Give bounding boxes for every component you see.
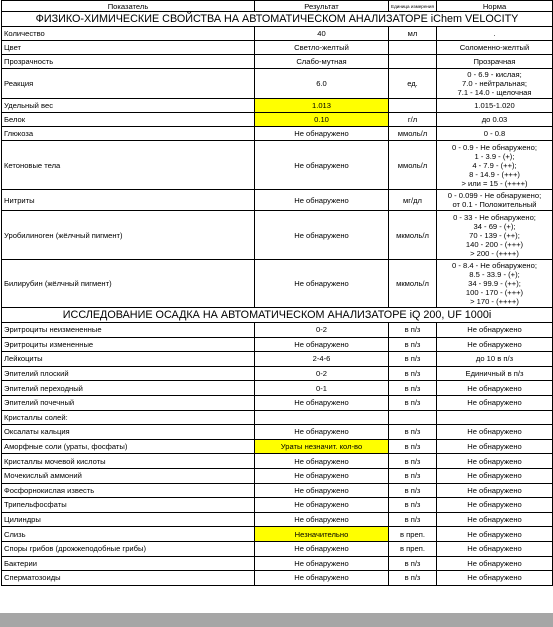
section-sediment-row — [2, 308, 553, 323]
unit-value: в п/з — [389, 323, 437, 338]
norm-value — [437, 69, 553, 99]
unit-value: мл — [389, 27, 437, 41]
norm-line: 7.0 - нейтральная; — [462, 79, 527, 88]
unit-value: мг/дл — [389, 190, 437, 211]
unit-value — [389, 41, 437, 55]
indicator-name: Прозрачность — [2, 55, 255, 69]
header-indicator: Показатель — [2, 1, 255, 12]
unit-value: мкмоль/л — [389, 211, 437, 260]
norm-value: Не обнаружено — [437, 454, 553, 469]
unit-value: в п/з — [389, 512, 437, 527]
norm-line: 0 - 6.9 - кислая; — [467, 70, 522, 79]
norm-line: 100 - 170 - (+++) — [465, 288, 524, 297]
unit-value: в преп. — [389, 541, 437, 556]
result-value — [255, 410, 389, 425]
indicator-name: Удельный вес — [2, 99, 255, 113]
table-row — [2, 381, 553, 396]
unit-value — [389, 99, 437, 113]
indicator-name: Уробилиноген (жёлчный пигмент) — [2, 211, 255, 260]
norm-value: Не обнаружено — [437, 439, 553, 454]
result-value: Не обнаружено — [255, 127, 389, 141]
header-result: Результат — [255, 1, 389, 12]
result-value: Не обнаружено — [255, 260, 389, 308]
result-value: 0.10 — [255, 113, 389, 127]
norm-value: Не обнаружено — [437, 425, 553, 440]
norm-value: Не обнаружено — [437, 512, 553, 527]
norm-line: 140 - 200 - (+++) — [465, 239, 524, 249]
result-value: Не обнаружено — [255, 556, 389, 571]
norm-value — [437, 410, 553, 425]
table-row — [2, 99, 553, 113]
indicator-name: Кетоновые тела — [2, 141, 255, 190]
norm-value: Не обнаружено — [437, 541, 553, 556]
unit-value: г/л — [389, 113, 437, 127]
analysis-table — [1, 0, 553, 586]
norm-line: 0 - 0.099 - Не обнаружено; — [447, 191, 542, 200]
table-row — [2, 571, 553, 586]
indicator-name: Реакция — [2, 69, 255, 99]
section-sediment-title: ИССЛЕДОВАНИЕ ОСАДКА НА АВТОМАТИЧЕСКОМ АНАЛИЗАТОРЕ iQ 200, UF 1000i — [2, 308, 553, 323]
table-row — [2, 410, 553, 425]
result-value: 0-2 — [255, 366, 389, 381]
report-sheet — [1, 0, 553, 586]
unit-value: в п/з — [389, 337, 437, 352]
indicator-name: Трипельфосфаты — [2, 498, 255, 513]
norm-value: 0 - 0.8 — [437, 127, 553, 141]
result-value: 1.013 — [255, 99, 389, 113]
result-value: Незначительно — [255, 527, 389, 542]
table-row — [2, 454, 553, 469]
table-row — [2, 113, 553, 127]
table-row — [2, 337, 553, 352]
norm-line: > 170 - (++++) — [470, 297, 519, 306]
norm-value — [437, 190, 553, 211]
table-row — [2, 468, 553, 483]
table-header-row — [2, 1, 553, 12]
indicator-name: Глюкоза — [2, 127, 255, 141]
indicator-name: Нитриты — [2, 190, 255, 211]
unit-value: в п/з — [389, 381, 437, 396]
norm-line: > 200 - (++++) — [470, 248, 519, 258]
result-value: 0-2 — [255, 323, 389, 338]
norm-line: 0 - 33 - Не обнаружено; — [453, 212, 536, 222]
section-physchem-title: ФИЗИКО-ХИМИЧЕСКИЕ СВОЙСТВА НА АВТОМАТИЧЕСКОМ АНАЛИЗАТОРЕ iChem VELOCITY — [2, 12, 553, 27]
indicator-name: Лейкоциты — [2, 352, 255, 367]
norm-value — [437, 260, 553, 308]
result-value: Не обнаружено — [255, 454, 389, 469]
table-row — [2, 127, 553, 141]
unit-value — [389, 410, 437, 425]
result-value: 40 — [255, 27, 389, 41]
table-row — [2, 556, 553, 571]
norm-value: Не обнаружено — [437, 571, 553, 586]
table-row — [2, 395, 553, 410]
result-value: Слабо-мутная — [255, 55, 389, 69]
unit-value: ммоль/л — [389, 141, 437, 190]
norm-line: 34 - 69 - (+); — [473, 221, 516, 231]
norm-line: > или = 15 - (++++) — [461, 178, 528, 188]
result-value: Ураты незначит. кол-во — [255, 439, 389, 454]
norm-line: 7.1 - 14.0 - щелочная — [457, 88, 532, 97]
result-value: Светло-желтый — [255, 41, 389, 55]
unit-value: ед. — [389, 69, 437, 99]
result-value: Не обнаружено — [255, 190, 389, 211]
indicator-name: Белок — [2, 113, 255, 127]
unit-value: в п/з — [389, 425, 437, 440]
indicator-name: Эритроциты неизмененные — [2, 323, 255, 338]
result-value: Не обнаружено — [255, 512, 389, 527]
section-physchem-row — [2, 12, 553, 27]
result-value: Не обнаружено — [255, 468, 389, 483]
indicator-name: Оксалаты кальция — [2, 425, 255, 440]
unit-value: в п/з — [389, 439, 437, 454]
unit-value: в п/з — [389, 571, 437, 586]
unit-value: в п/з — [389, 352, 437, 367]
indicator-name: Эритроциты измененные — [2, 337, 255, 352]
table-row — [2, 352, 553, 367]
norm-line: 70 - 139 - (++); — [469, 230, 520, 240]
norm-line: 0 - 8.4 - Не обнаружено; — [452, 261, 537, 270]
indicator-name: Билирубин (жёлчный пигмент) — [2, 260, 255, 308]
norm-value: Прозрачная — [437, 55, 553, 69]
table-row — [2, 439, 553, 454]
result-value: 2-4-6 — [255, 352, 389, 367]
unit-value: в п/з — [389, 483, 437, 498]
unit-value: в преп. — [389, 527, 437, 542]
result-value: Не обнаружено — [255, 141, 389, 190]
norm-line: 8.5 - 33.9 - (+); — [469, 270, 520, 279]
indicator-name: Мочекислый аммоний — [2, 468, 255, 483]
result-value: Не обнаружено — [255, 395, 389, 410]
indicator-name: Кристаллы солей: — [2, 410, 255, 425]
unit-value: в п/з — [389, 498, 437, 513]
norm-value: Не обнаружено — [437, 323, 553, 338]
table-row — [2, 527, 553, 542]
table-row — [2, 211, 553, 260]
indicator-name: Кристаллы мочевой кислоты — [2, 454, 255, 469]
unit-value: ммоль/л — [389, 127, 437, 141]
unit-value — [389, 55, 437, 69]
unit-value: в п/з — [389, 556, 437, 571]
norm-value — [437, 211, 553, 260]
table-row — [2, 69, 553, 99]
norm-value — [437, 141, 553, 190]
result-value: 0-1 — [255, 381, 389, 396]
result-value: Не обнаружено — [255, 425, 389, 440]
result-value: Не обнаружено — [255, 498, 389, 513]
table-row — [2, 498, 553, 513]
table-row — [2, 27, 553, 41]
indicator-name: Цилиндры — [2, 512, 255, 527]
norm-value: Не обнаружено — [437, 337, 553, 352]
table-row — [2, 190, 553, 211]
norm-line: 1 - 3.9 - (+); — [474, 151, 515, 161]
norm-line: 0 - 0.9 - Не обнаружено; — [452, 142, 537, 152]
norm-value: Не обнаружено — [437, 395, 553, 410]
table-row — [2, 260, 553, 308]
norm-value: Не обнаружено — [437, 381, 553, 396]
indicator-name: Эпителий переходный — [2, 381, 255, 396]
unit-value: в п/з — [389, 468, 437, 483]
indicator-name: Бактерии — [2, 556, 255, 571]
norm-value: до 0.03 — [437, 113, 553, 127]
norm-value: Не обнаружено — [437, 483, 553, 498]
table-row — [2, 55, 553, 69]
indicator-name: Эпителий почечный — [2, 395, 255, 410]
norm-value: Не обнаружено — [437, 468, 553, 483]
result-value: Не обнаружено — [255, 541, 389, 556]
norm-line: от 0.1 - Положительный — [452, 200, 537, 209]
table-row — [2, 366, 553, 381]
norm-value: . — [437, 27, 553, 41]
norm-value: Не обнаружено — [437, 556, 553, 571]
table-row — [2, 483, 553, 498]
table-row — [2, 541, 553, 556]
indicator-name: Слизь — [2, 527, 255, 542]
norm-value: до 10 в п/з — [437, 352, 553, 367]
indicator-name: Аморфные соли (ураты, фосфаты) — [2, 439, 255, 454]
norm-value: 1.015-1.020 — [437, 99, 553, 113]
unit-value: мкмоль/л — [389, 260, 437, 308]
unit-value: в п/з — [389, 366, 437, 381]
result-value: 6.0 — [255, 69, 389, 99]
table-row — [2, 425, 553, 440]
norm-value: Соломенно-желтый — [437, 41, 553, 55]
table-row — [2, 512, 553, 527]
header-unit: Единица измерения — [389, 1, 437, 12]
result-value: Не обнаружено — [255, 571, 389, 586]
unit-value: в п/з — [389, 454, 437, 469]
indicator-name: Фосфорнокислая известь — [2, 483, 255, 498]
indicator-name: Цвет — [2, 41, 255, 55]
indicator-name: Споры грибов (дрожжеподобные грибы) — [2, 541, 255, 556]
table-row — [2, 41, 553, 55]
header-norm: Норма — [437, 1, 553, 12]
result-value: Не обнаружено — [255, 337, 389, 352]
indicator-name: Эпителий плоский — [2, 366, 255, 381]
indicator-name: Количество — [2, 27, 255, 41]
indicator-name: Сперматозоиды — [2, 571, 255, 586]
result-value: Не обнаружено — [255, 211, 389, 260]
unit-value: в п/з — [389, 395, 437, 410]
norm-line: 4 - 7.9 - (++); — [472, 160, 517, 170]
result-value: Не обнаружено — [255, 483, 389, 498]
norm-value: Не обнаружено — [437, 498, 553, 513]
table-row — [2, 141, 553, 190]
norm-line: 34 - 99.9 - (++); — [468, 279, 521, 288]
norm-value: Не обнаружено — [437, 527, 553, 542]
table-row — [2, 323, 553, 338]
footer-bar — [0, 613, 553, 627]
norm-value: Единичный в п/з — [437, 366, 553, 381]
norm-line: 8 - 14.9 - (+++) — [469, 169, 520, 179]
